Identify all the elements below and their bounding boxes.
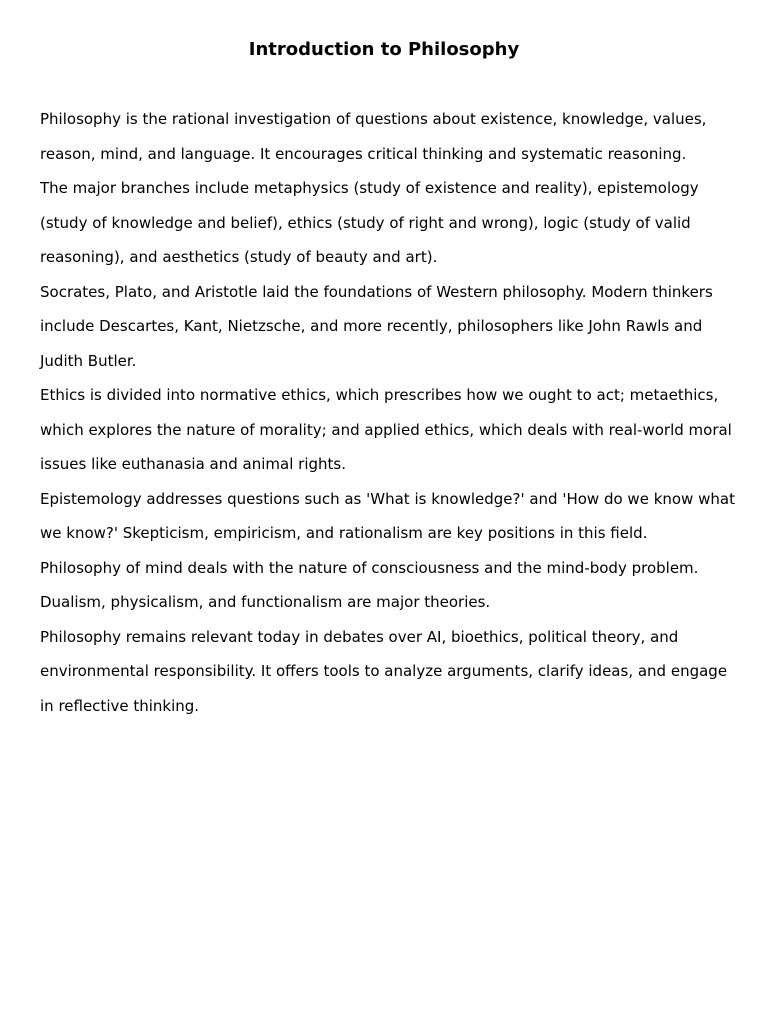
paragraph-epistemology: Epistemology addresses questions such as 'What is knowledge?' and 'How do we know what we know?' Skepticism, empiricism, and rationalism are key positions in this field. [40,489,735,542]
paragraph-introduction: Philosophy is the rational investigation of questions about existence, knowledge, values, reason, mind, and language. It encourages critical thinking and systematic reasoning. [40,110,707,163]
paragraph-branches: The major branches include metaphysics (study of existence and reality), epistemology (study of knowledge and belief), ethics (study of right and wrong), logic (study of valid reasoning), and aesthetics (study of beauty and art). [40,179,699,266]
paragraph-relevance: Philosophy remains relevant today in debates over AI, bioethics, political theory, and environmental responsibility. It offers tools to analyze arguments, clarify ideas, and engage in reflective thinking. [40,627,728,715]
paragraph-ethics: Ethics is divided into normative ethics, which prescribes how we ought to act; metaethics, which explores the nature of morality; and applied ethics, which deals with real-world moral issues like euthanasia and animal rights. [40,386,732,473]
paragraph-philosophy-of-mind: Philosophy of mind deals with the nature of consciousness and the mind-body problem. Dualism, physicalism, and functionalism are major theories. [40,558,699,611]
document-body [40,102,740,723]
paragraph-thinkers: Socrates, Plato, and Aristotle laid the foundations of Western philosophy. Modern thinkers include Descartes, Kant, Nietzsche, and more recently, philosophers like John Rawls and Judith Butler. [40,282,713,370]
document-title: Introduction to Philosophy [248,39,520,60]
